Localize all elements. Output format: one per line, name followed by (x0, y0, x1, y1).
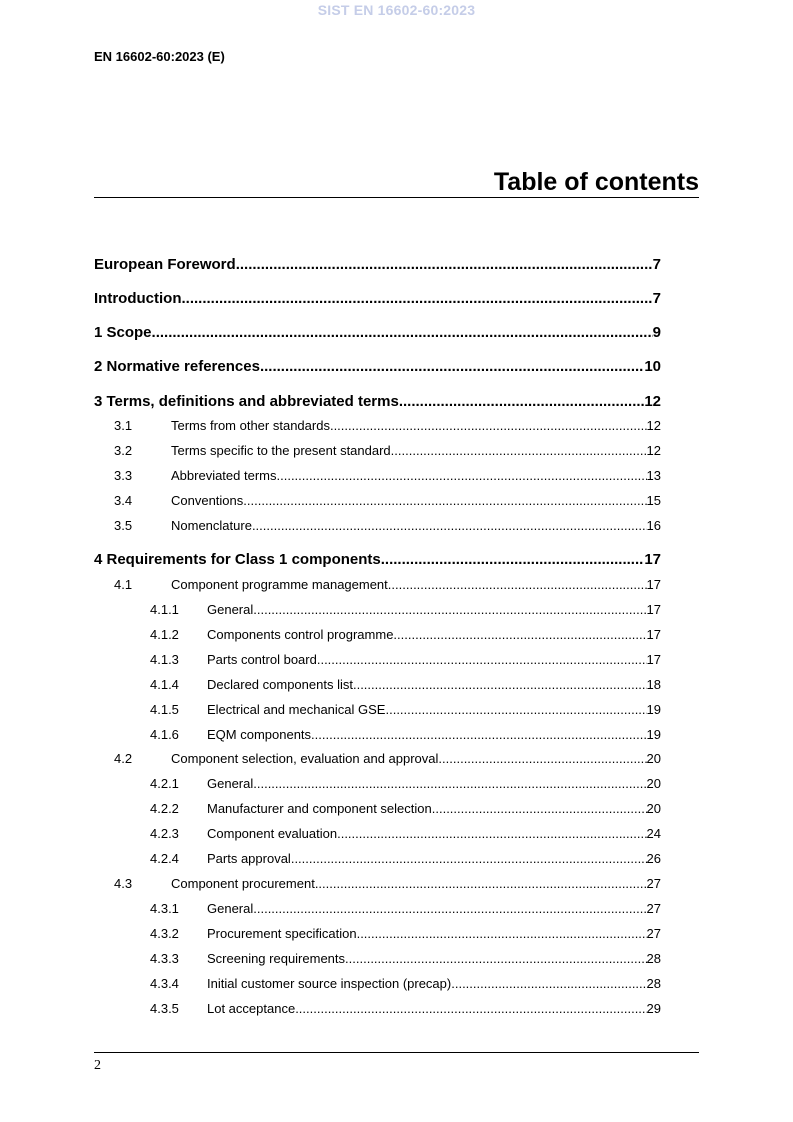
toc-entry[interactable] (94, 849, 661, 869)
toc-entry[interactable] (94, 550, 661, 570)
toc-leader (291, 849, 647, 869)
watermark: SIST EN 16602-60:2023 (317, 2, 476, 18)
toc-leader (236, 255, 653, 275)
toc-leader (295, 999, 646, 1019)
toc-entry-page: 26 (646, 851, 661, 866)
toc-entry-number: 4.1.4 (150, 677, 179, 692)
toc-entry[interactable] (94, 899, 661, 919)
toc-leader (152, 323, 653, 343)
toc-entry[interactable] (94, 357, 661, 377)
toc-leader (381, 550, 645, 570)
toc-entry-text: Electrical and mechanical GSE (207, 702, 386, 717)
toc-leader (253, 774, 646, 794)
toc-entry[interactable] (94, 625, 661, 645)
toc-entry[interactable] (94, 650, 661, 670)
toc-entry[interactable] (94, 924, 661, 944)
toc-entry[interactable] (94, 575, 661, 595)
toc-entry-page: 27 (646, 926, 661, 941)
toc-entry-text: European Foreword (94, 256, 236, 273)
toc-entry-number: 4.2.4 (150, 851, 179, 866)
toc-entry[interactable] (94, 255, 661, 275)
toc-leader (399, 392, 645, 412)
toc-entry-page: 15 (646, 493, 661, 508)
toc-entry-page: 10 (644, 358, 661, 375)
toc-entry-number: 4.3 (114, 876, 133, 891)
toc-entry-text: Procurement specification (207, 926, 357, 941)
toc-leader (385, 700, 646, 720)
toc-leader (311, 725, 646, 745)
toc-entry[interactable] (94, 725, 661, 745)
toc-leader (330, 416, 647, 436)
toc-entry-text: Introduction (94, 290, 182, 307)
toc-leader (393, 625, 646, 645)
toc-entry-text: Abbreviated terms (171, 468, 277, 483)
toc-entry-page: 19 (646, 702, 661, 717)
toc-entry-page: 17 (646, 602, 661, 617)
toc-leader (451, 974, 646, 994)
document-id: EN 16602-60:2023 (E) (94, 49, 225, 64)
toc-entry-page: 28 (646, 976, 661, 991)
toc-entry-text: Terms from other standards (171, 418, 330, 433)
toc-entry-text: Conventions (171, 493, 244, 508)
toc-entry-number: 4.1.6 (150, 727, 179, 742)
toc-entry[interactable] (94, 974, 661, 994)
toc-entry-text: Lot acceptance (207, 1001, 296, 1016)
toc-entry-number: 4.1.1 (150, 602, 179, 617)
toc-entry-page: 17 (646, 652, 661, 667)
toc-entry[interactable] (94, 392, 661, 412)
toc-entry[interactable] (94, 600, 661, 620)
toc-entry-page: 16 (646, 518, 661, 533)
page-title: Table of contents (493, 168, 699, 196)
toc-entry-text: Declared components list (207, 677, 353, 692)
toc-leader (243, 491, 646, 511)
toc-entry-text: 1 Scope (94, 324, 152, 341)
toc-leader (253, 600, 646, 620)
toc-entry-number: 4.3.5 (150, 1001, 179, 1016)
toc-entry-page: 20 (646, 801, 661, 816)
toc-entry-text: Parts approval (207, 851, 291, 866)
toc-entry-number: 4.3.4 (150, 976, 179, 991)
toc-entry-page: 27 (646, 901, 661, 916)
toc-entry-text: General (207, 602, 254, 617)
toc-leader (357, 924, 647, 944)
toc-entry[interactable] (94, 441, 661, 461)
toc-entry[interactable] (94, 749, 661, 769)
toc-entry-text: 2 Normative references (94, 358, 260, 375)
toc-leader (253, 899, 646, 919)
toc-entry-text: EQM components (207, 727, 312, 742)
toc-entry[interactable] (94, 700, 661, 720)
toc-leader (438, 749, 646, 769)
toc-leader (388, 575, 647, 595)
toc-entry-number: 4.2.1 (150, 776, 179, 791)
toc-entry-page: 19 (646, 727, 661, 742)
toc-entry-text: General (207, 901, 254, 916)
toc-entry-page: 12 (644, 393, 661, 410)
toc-entry-text: Nomenclature (171, 518, 252, 533)
toc-leader (391, 441, 647, 461)
toc-entry-text: General (207, 776, 254, 791)
toc-entry-number: 4.1.5 (150, 702, 179, 717)
toc-entry-text: Parts control board (207, 652, 317, 667)
toc-entry[interactable] (94, 491, 661, 511)
toc-entry-page: 17 (646, 577, 661, 592)
toc-entry-number: 4.3.1 (150, 901, 179, 916)
toc-entry[interactable] (94, 516, 661, 536)
toc-entry-page: 29 (646, 1001, 661, 1016)
toc-entry[interactable] (94, 799, 661, 819)
page-number: 2 (94, 1058, 101, 1073)
toc-leader (353, 675, 647, 695)
toc-entry[interactable] (94, 675, 661, 695)
toc-leader (315, 874, 647, 894)
toc-entry[interactable] (94, 289, 661, 309)
toc-leader (337, 824, 646, 844)
toc-leader (345, 949, 647, 969)
toc-entry-page: 18 (646, 677, 661, 692)
toc-entry-text: Initial customer source inspection (precap) (207, 976, 452, 991)
toc-entry-page: 28 (646, 951, 661, 966)
toc-entry-number: 3.3 (114, 468, 133, 483)
toc-entry-number: 3.4 (114, 493, 133, 508)
toc-entry-page: 13 (646, 468, 661, 483)
toc-entry-text: Terms specific to the present standard (171, 443, 391, 458)
toc-entry[interactable] (94, 874, 661, 894)
toc-entry-number: 4.1.3 (150, 652, 179, 667)
toc-entry-number: 4.2.2 (150, 801, 179, 816)
toc-entry-page: 7 (652, 256, 661, 273)
toc-entry-number: 4.2.3 (150, 826, 179, 841)
toc-entry-number: 3.5 (114, 518, 133, 533)
toc-entry-number: 4.3.3 (150, 951, 179, 966)
toc-entry-page: 20 (646, 751, 661, 766)
toc-entry-page: 24 (646, 826, 661, 841)
toc-leader (252, 516, 647, 536)
toc-leader (260, 357, 644, 377)
toc-entry-page: 7 (652, 290, 661, 307)
toc-entry-page: 12 (646, 443, 661, 458)
toc-entry[interactable] (94, 466, 661, 486)
toc-leader (317, 650, 647, 670)
toc-leader (277, 466, 647, 486)
title-divider (94, 197, 699, 198)
toc-entry-page: 12 (646, 418, 661, 433)
toc-entry-text: Components control programme (207, 627, 394, 642)
footer-divider (94, 1052, 699, 1053)
toc-leader (181, 289, 652, 309)
toc-entry[interactable] (94, 416, 661, 436)
toc-entry-number: 4.2 (114, 751, 133, 766)
toc-entry-page: 17 (644, 551, 661, 568)
toc-entry-text: Manufacturer and component selection (207, 801, 432, 816)
toc-entry-number: 3.2 (114, 443, 133, 458)
toc-entry-text: Component selection, evaluation and approval (171, 751, 439, 766)
toc-leader (432, 799, 647, 819)
toc-entry-page: 27 (646, 876, 661, 891)
toc-entry-page: 20 (646, 776, 661, 791)
toc-entry-page: 17 (646, 627, 661, 642)
toc-entry-text: 3 Terms, definitions and abbreviated terms (94, 393, 399, 410)
toc-entry-number: 3.1 (114, 418, 133, 433)
toc-entry-text: Component evaluation (207, 826, 338, 841)
toc-entry[interactable] (94, 774, 661, 794)
toc-entry-number: 4.3.2 (150, 926, 179, 941)
toc-entry-page: 9 (652, 324, 661, 341)
toc-entry[interactable] (94, 949, 661, 969)
toc-entry[interactable] (94, 323, 661, 343)
toc-entry-number: 4.1.2 (150, 627, 179, 642)
toc-entry[interactable] (94, 999, 661, 1019)
toc-entry-text: 4 Requirements for Class 1 components (94, 551, 381, 568)
toc-entry-number: 4.1 (114, 577, 133, 592)
toc-entry[interactable] (94, 824, 661, 844)
toc-entry-text: Screening requirements (207, 951, 346, 966)
toc-entry-text: Component procurement (171, 876, 315, 891)
toc-entry-text: Component programme management (171, 577, 388, 592)
